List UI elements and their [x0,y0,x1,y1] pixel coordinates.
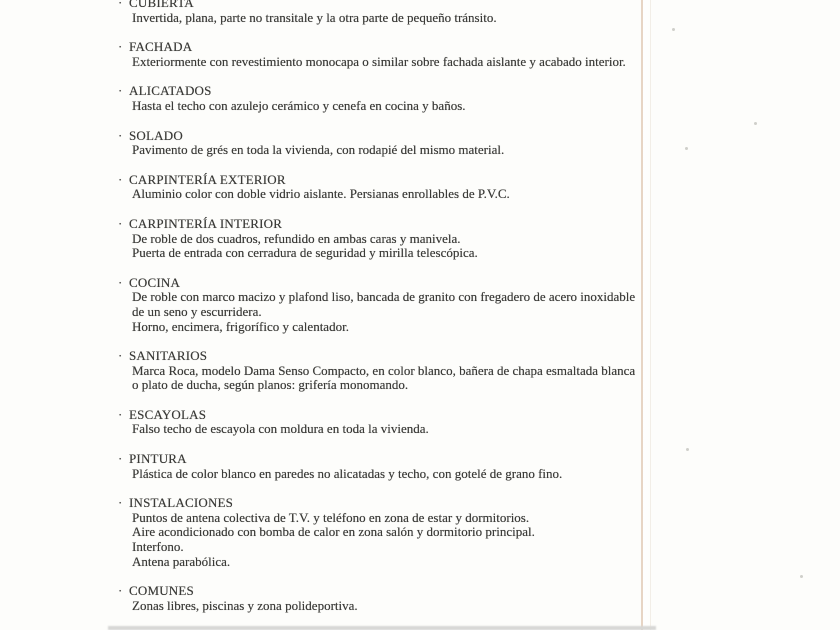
spec-line: Invertida, plana, parte no transitale y la otra parte de pequeño tránsito. [132,9,497,25]
scan-speck [800,575,803,578]
section-heading-row [118,217,635,232]
spec-section [118,276,635,334]
spec-section [118,173,635,202]
section-body [132,511,635,569]
section-heading-row [118,0,635,11]
scan-speck [672,28,675,31]
section-heading-row [118,84,635,99]
spec-section [118,84,635,113]
section-heading-row [118,173,635,188]
section-heading-row [118,40,635,55]
bullet-marker: · [118,348,123,364]
spec-section [118,349,635,393]
spec-line: Puntos de antena colectiva de T.V. y teléfono en zona de estar y dormitorios. [132,509,530,525]
section-body [132,11,635,26]
spec-line: Antena parabólica. [132,553,231,569]
spec-line: Pavimento de grés en toda la vivienda, con rodapié del mismo material. [132,142,505,158]
spec-line: Exteriormente con revestimiento monocapa o similar sobre fachada aislante y acabado interior. [132,53,626,69]
section-heading: ALICATADOS [129,83,212,99]
spec-line: Zonas libres, piscinas y zona polideportiva. [132,597,358,613]
section-body [132,422,635,437]
bullet-marker: · [118,39,123,55]
spec-line: Marca Roca, modelo Dama Senso Compacto, en color blanco, bañera de chapa esmaltada blanca [132,362,636,378]
section-heading: FACHADA [129,39,193,55]
section-heading: CARPINTERÍA EXTERIOR [129,171,286,187]
section-heading-row [118,408,635,423]
spec-section [118,40,635,69]
spec-section [118,129,635,158]
section-heading: SANITARIOS [129,348,208,364]
bullet-marker: · [118,215,123,231]
section-body [132,364,635,393]
section-body [132,290,635,334]
section-heading: SOLADO [129,127,183,143]
bullet-marker: · [118,583,123,599]
bullet-marker: · [118,406,123,422]
spec-line: Horno, encimera, frigorífico y calentador. [132,318,349,334]
spec-line: Hasta el techo con azulejo cerámico y cenefa en cocina y baños. [132,97,466,113]
bullet-marker: · [118,127,123,143]
section-heading: PINTURA [129,451,187,467]
section-heading-row [118,129,635,144]
spec-line: De roble de dos cuadros, refundido en ambas caras y manivela. [132,230,461,246]
bullet-marker: · [118,274,123,290]
section-body [132,467,635,482]
spec-section [118,452,635,481]
section-heading: COCINA [129,274,181,290]
bullet-marker: · [118,83,123,99]
spec-section [118,584,635,613]
spec-line: Plástica de color blanco en paredes no alicatadas y techo, con gotelé de grano fino. [132,465,563,481]
spec-section [118,496,635,569]
spec-line: De roble con marco macizo y plafond liso, bancada de granito con fregadero de acero inoxidable [132,289,636,305]
bullet-marker: · [118,171,123,187]
spec-line: Puerta de entrada con cerradura de seguridad y mirilla telescópica. [132,245,478,261]
section-body [132,599,635,614]
section-heading: CUBIERTA [129,0,194,10]
page-fold-halo [643,0,653,630]
section-body [132,232,635,261]
section-body [132,55,635,70]
scan-speck [754,122,757,125]
spec-section [118,0,635,25]
section-body [132,99,635,114]
section-heading: INSTALACIONES [129,495,234,511]
bottom-scan-artifact [108,626,656,630]
building-spec-list [118,0,635,628]
section-heading: ESCAYOLAS [129,406,207,422]
spec-section [118,408,635,437]
scan-speck [685,147,688,150]
spec-line: Aire acondicionado con bomba de calor en zona salón y dormitorio principal. [132,524,535,540]
spec-line: Aluminio color con doble vidrio aislante. Persianas enrollables de P.V.C. [132,186,510,202]
bullet-marker: · [118,495,123,511]
section-heading: CARPINTERÍA INTERIOR [129,215,283,231]
section-body [132,187,635,202]
spec-line: Falso techo de escayola con moldura en toda la vivienda. [132,421,429,437]
section-body [132,143,635,158]
section-heading: COMUNES [129,583,194,599]
bullet-marker: · [118,0,123,10]
section-heading-row [118,452,635,467]
bullet-marker: · [118,451,123,467]
spec-line: o plato de ducha, según planos: grifería monomando. [132,377,409,393]
scan-speck [686,448,689,451]
spec-line: de un seno y escurridera. [132,303,262,319]
section-heading-row [118,349,635,364]
spec-line: Interfono. [132,539,184,555]
section-heading-row [118,496,635,511]
spec-section [118,217,635,261]
section-heading-row [118,584,635,599]
section-heading-row [118,276,635,291]
